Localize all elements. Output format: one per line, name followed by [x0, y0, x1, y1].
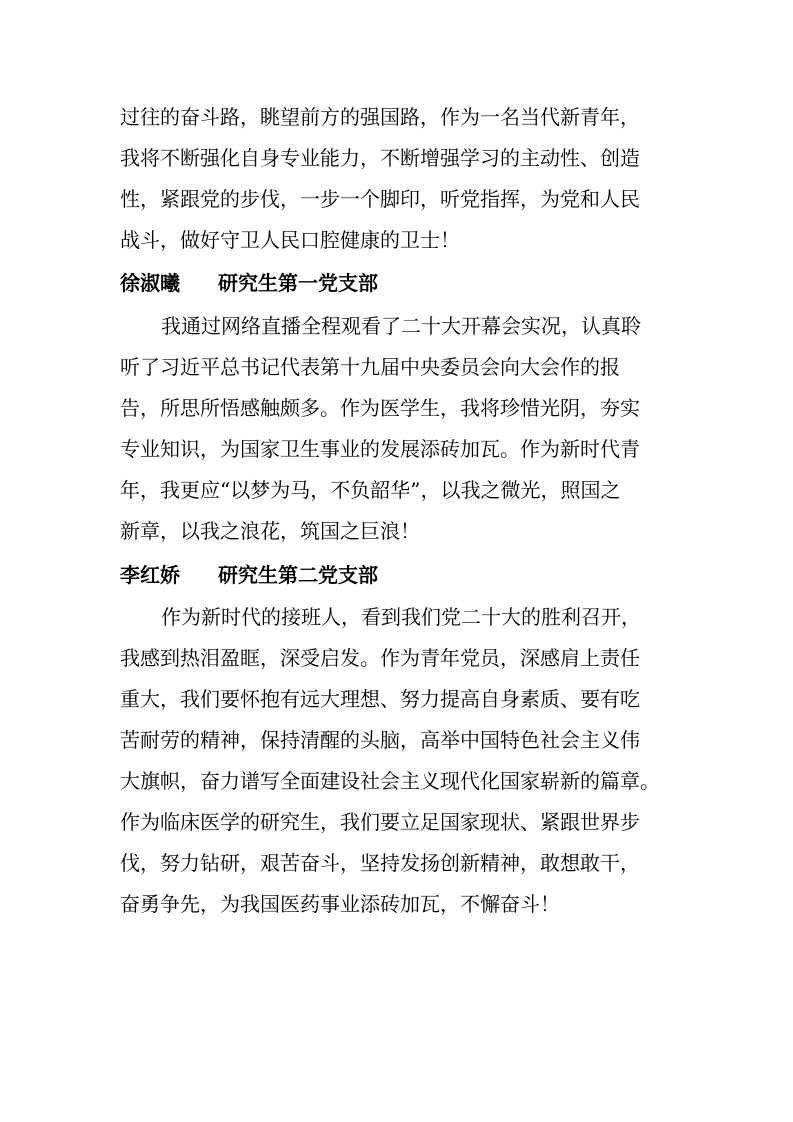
paragraph-line: 苦耐劳的精神，保持清醒的头脑，高举中国特色社会主义伟: [120, 728, 640, 752]
paragraph-line: 性，紧跟党的步伐，一步一个脚印，听党指挥，为党和人民: [120, 187, 640, 211]
author-name: 徐淑曦: [120, 271, 180, 295]
paragraph-line: 奋勇争先，为我国医药事业添砖加瓦，不懈奋斗！: [120, 892, 560, 916]
paragraph-line: 年，我更应“以梦为马，不负韶华”，以我之微光，照国之: [120, 478, 621, 502]
paragraph-line: 伐，努力钻研，艰苦奋斗，坚持发扬创新精神，敢想敢干，: [120, 851, 640, 875]
paragraph-line: 过往的奋斗路，眺望前方的强国路，作为一名当代新青年，: [120, 105, 640, 129]
author-name: 李红娇: [120, 563, 180, 587]
author-branch: 研究生第二党支部: [218, 563, 378, 587]
paragraph-line: 听了习近平总书记代表第十九届中央委员会向大会作的报: [120, 355, 620, 379]
paragraph-line: 我通过网络直播全程观看了二十大开幕会实况，认真聆: [161, 314, 641, 338]
paragraph-line: 我感到热泪盈眶，深受启发。作为青年党员，深感肩上责任: [120, 646, 640, 670]
author-branch: 研究生第一党支部: [218, 271, 378, 295]
paragraph-line: 战斗，做好守卫人民口腔健康的卫士！: [120, 228, 460, 252]
paragraph-line: 告，所思所悟感触颇多。作为医学生，我将珍惜光阴，夯实: [120, 396, 640, 420]
paragraph-line: 作为新时代的接班人，看到我们党二十大的胜利召开，: [161, 605, 641, 629]
paragraph-line: 重大，我们要怀抱有远大理想、努力提高自身素质、要有吃: [120, 687, 640, 711]
author-heading: [120, 269, 378, 297]
paragraph-line: 新章，以我之浪花，筑国之巨浪！: [120, 519, 420, 543]
paragraph-line: 大旗帜，奋力谱写全面建设社会主义现代化国家崭新的篇章。: [120, 769, 660, 793]
paragraph-line: 作为临床医学的研究生，我们要立足国家现状、紧跟世界步: [120, 810, 640, 834]
paragraph-line: 我将不断强化自身专业能力，不断增强学习的主动性、创造: [120, 146, 640, 170]
author-heading: [120, 561, 378, 589]
paragraph-line: 专业知识，为国家卫生事业的发展添砖加瓦。作为新时代青: [120, 437, 640, 461]
